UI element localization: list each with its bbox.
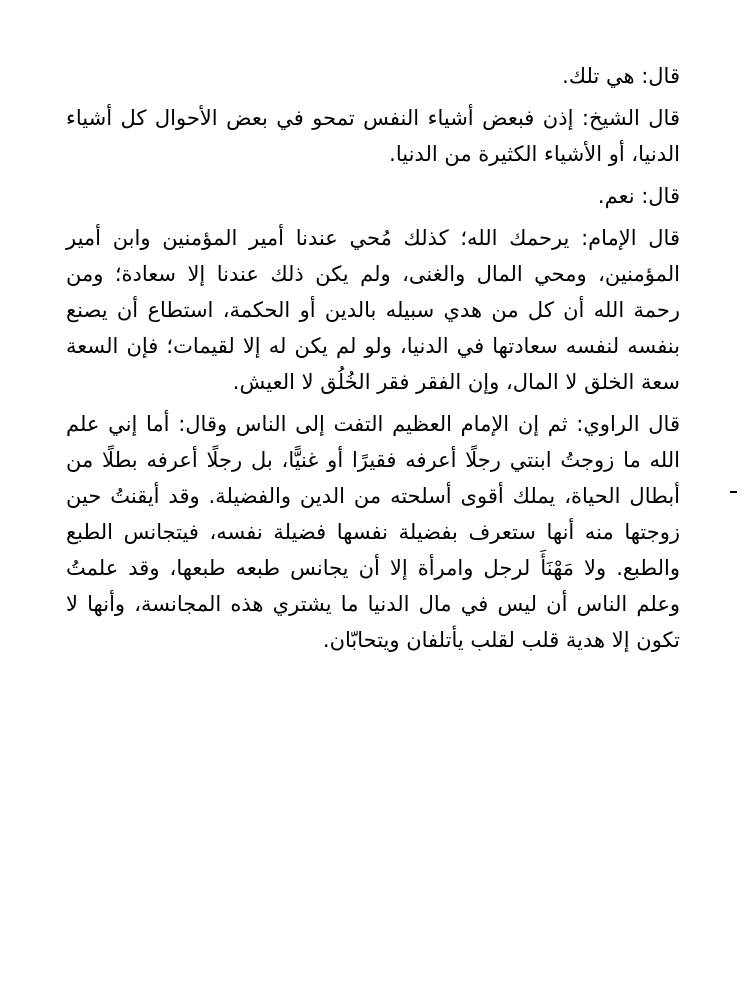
paragraph-2: قال الشيخ: إذن فبعض أشياء النفس تمحو في بعض الأحوال كل أشياء الدنيا، أو الأشياء الكثيرة من الدنيا. [66, 106, 680, 166]
text-body [66, 58, 680, 664]
paragraph-3: قال: نعم. [597, 184, 680, 208]
margin-dash-mark [730, 491, 737, 493]
paragraph-1: قال: هي تلك. [562, 64, 680, 88]
paragraph-4: قال الإمام: يرحمك الله؛ كذلك مُحي عندنا أمير المؤمنين وابن أمير المؤمنين، ومحي المال والغنى، ولم يكن ذلك عندنا إلا سعادة؛ ومن رحمة الله أن كل من هدي سبيله بالدين أو الحكمة، استطاع أن يصنع بنفسه لنفسه سعادتها في الدنيا، ولو لم يكن له إلا لقيمات؛ فإن السعة سعة الخلق لا المال، وإن الفقر فقر الخُلُق لا العيش. [66, 226, 680, 394]
paragraph-5: قال الراوي: ثم إن الإمام العظيم التفت إلى الناس وقال: أما إني علم الله ما زوجتُ ابنتي رجلًا أعرفه فقيرًا أو غنيًّا، بل رجلًا أعرفه بطلًا من أبطال الحياة، يملك أقوى أسلحته من الدين والفضيلة. وقد أيقنتُ حين زوجتها منه أنها ستعرف بفضيلة نفسها فضيلة نفسه، فيتجانس الطبع والطبع. ولا مَهْنَأَ لرجل وامرأة إلا أن يجانس طبعه طبعها، وقد علمتُ وعلم الناس أن ليس في مال الدنيا ما يشتري هذه المجانسة، وأنها لا تكون إلا هدية قلب لقلب يأتلفان ويتحابّان. [66, 412, 680, 652]
